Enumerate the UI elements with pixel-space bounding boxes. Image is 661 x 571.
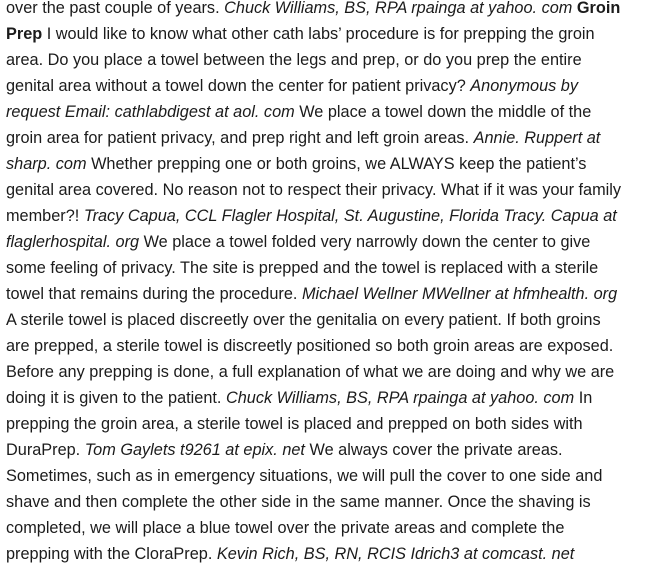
section-heading: Prep <box>6 25 43 43</box>
text-line <box>6 359 646 385</box>
text-line <box>6 515 646 541</box>
text-run: prepping with the CloraPrep. <box>6 545 217 563</box>
author-signature: flaglerhospital. org <box>6 233 140 251</box>
author-signature: Chuck Williams, BS, RPA rpainga at yahoo. com <box>224 0 573 17</box>
text-run: genital area covered. No reason not to respect their privacy. What if it was your family <box>6 181 622 199</box>
text-run: Before any prepping is done, a full explanation of what we are doing and why we are <box>6 363 615 381</box>
text-run: DuraPrep. <box>6 441 85 459</box>
text-line <box>6 385 646 411</box>
author-signature: Anonymous by <box>470 77 578 95</box>
text-line <box>6 99 646 125</box>
text-run: completed, we will place a blue towel over the private areas and complete the <box>6 519 565 537</box>
author-signature: Tracy Capua, CCL Flagler Hospital, St. Augustine, Florida Tracy. Capua at <box>83 207 617 225</box>
text-line <box>6 333 646 359</box>
text-run: prepping the groin area, a sterile towel is placed and prepped on both sides with <box>6 415 583 433</box>
text-line <box>6 21 646 47</box>
text-run: We place a towel folded very narrowly down the center to give <box>139 233 591 251</box>
text-line <box>6 255 646 281</box>
text-run: member?! <box>6 207 84 225</box>
text-line <box>6 411 646 437</box>
text-run: We place a towel down the middle of the <box>294 103 592 121</box>
text-run: I would like to know what other cath labs’ procedure is for prepping the groin <box>42 25 595 43</box>
text-line <box>6 229 646 255</box>
author-signature: Kevin Rich, BS, RN, RCIS Idrich3 at comcast. net <box>216 545 575 563</box>
author-signature: request Email: cathlabdigest at aol. com <box>6 103 295 121</box>
author-signature: sharp. com <box>6 155 87 173</box>
text-line <box>6 541 646 567</box>
text-run: shave and then complete the other side in the same manner. Once the shaving is <box>6 493 591 511</box>
text-line <box>6 125 646 151</box>
author-signature: Annie. Ruppert at <box>473 129 601 147</box>
section-heading: Groin <box>576 0 621 17</box>
text-line <box>6 307 646 333</box>
author-signature: Chuck Williams, BS, RPA rpainga at yahoo. com <box>225 389 575 407</box>
text-run: area. Do you place a towel between the legs and prep, or do you prep the entire <box>6 51 582 69</box>
text-line <box>6 463 646 489</box>
text-run: In <box>574 389 593 407</box>
text-line <box>6 177 646 203</box>
author-signature: Michael Wellner MWellner at hfmhealth. org <box>301 285 618 303</box>
text-run: over the past couple of years. <box>6 0 225 17</box>
text-run: A sterile towel is placed discreetly over the genitalia on every patient. If both groins <box>6 311 601 329</box>
text-line <box>6 47 646 73</box>
text-line <box>6 281 646 307</box>
text-run: We always cover the private areas. <box>304 441 563 459</box>
text-run: groin area for patient privacy, and prep right and left groin areas. <box>6 129 474 147</box>
text-run: some feeling of privacy. The site is prepped and the towel is replaced with a sterile <box>6 259 599 277</box>
author-signature: Tom Gaylets t9261 at epix. net <box>84 441 305 459</box>
text-run: Sometimes, such as in emergency situations, we will pull the cover to one side and <box>6 467 603 485</box>
text-line <box>6 0 646 21</box>
text-line <box>6 489 646 515</box>
article-body <box>6 0 646 567</box>
text-line <box>6 73 646 99</box>
text-run: doing it is given to the patient. <box>6 389 226 407</box>
text-line <box>6 437 646 463</box>
text-run: towel that remains during the procedure. <box>6 285 302 303</box>
text-run: Whether prepping one or both groins, we ALWAYS keep the patient’s <box>86 155 587 173</box>
text-run: are prepped, a sterile towel is discreetly positioned so both groin areas are exposed. <box>6 337 614 355</box>
text-line <box>6 151 646 177</box>
text-line <box>6 203 646 229</box>
text-run: genital area without a towel down the center for patient privacy? <box>6 77 471 95</box>
